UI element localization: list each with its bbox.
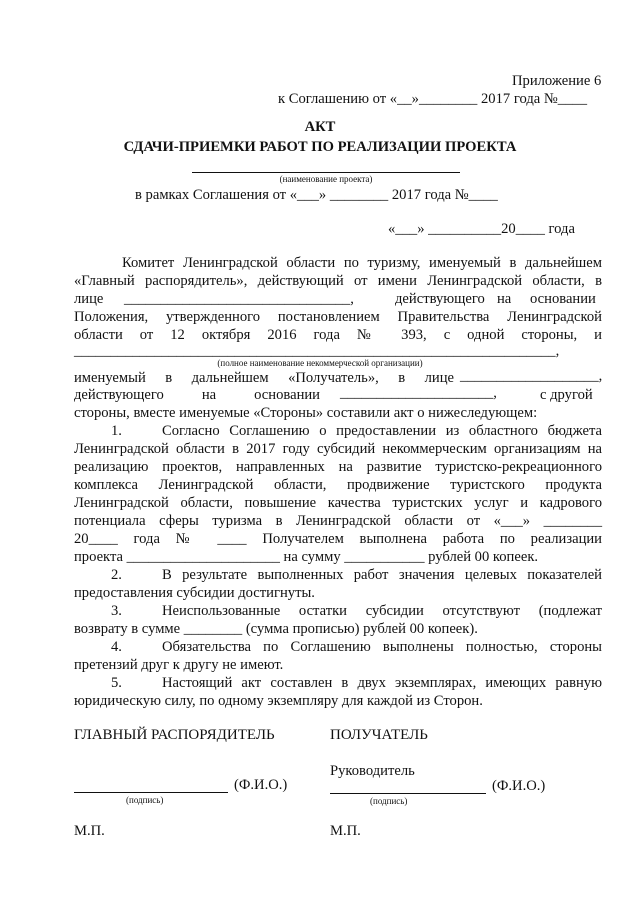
intro-line-2: «Главный распорядитель», действующий от имени Ленинградской области, в	[74, 273, 602, 289]
intro-line-7-a: именуемый в дальнейшем «Получатель», в лице	[74, 370, 454, 386]
chief-distributor-heading: ГЛАВНЫЙ РАСПОРЯДИТЕЛЬ	[74, 727, 275, 743]
item-1-line-1: Согласно Соглашению о предоставлении из областного бюджета	[162, 423, 602, 439]
item-1-line-4: комплекса Ленинградской области, продвижение туристского продукта	[74, 477, 602, 493]
intro-line-3-a: лице	[74, 291, 104, 307]
intro-line-9: стороны, вместе именуемые «Стороны» составили акт о нижеследующем:	[74, 405, 538, 421]
item-2-number: 2.	[111, 567, 122, 583]
item-1-line-3: реализацию проектов, направленных на развитие туристско-рекреационного	[74, 459, 602, 475]
recipient-signature-caption: (подпись)	[370, 796, 408, 806]
chief-distributor-signature-line	[74, 792, 228, 793]
agreement-within: в рамках Соглашения от «___» ________ 2017 года №____	[135, 187, 498, 203]
intro-line-3-e: основании	[530, 291, 596, 307]
act-date-line: «___» __________20____ года	[388, 221, 575, 237]
act-subtitle: СДАЧИ-ПРИЕМКИ РАБОТ ПО РЕАЛИЗАЦИИ ПРОЕКТА	[123, 139, 517, 155]
act-title: АКТ	[304, 119, 336, 135]
intro-line-7-b: ___________________,	[460, 368, 603, 384]
recipient-role: Руководитель	[330, 763, 415, 779]
intro-line-8-a: действующего на основании	[74, 387, 320, 403]
item-1-line-7: 20____ года № ____ Получателем выполнена работа по реализации	[74, 531, 602, 547]
item-3-line-1: Неиспользованные остатки субсидии отсутствуют (подлежат	[162, 603, 602, 619]
intro-line-4: Положения, утвержденного постановлением Правительства Ленинградской	[74, 309, 602, 325]
recipient-signature-line	[330, 793, 486, 794]
item-4-line-1: Обязательства по Соглашению выполнены полностью, стороны	[162, 639, 602, 655]
intro-line-8-b: _____________________,	[340, 385, 497, 401]
intro-line-3-c: действующего	[395, 291, 485, 307]
recipient-heading: ПОЛУЧАТЕЛЬ	[330, 727, 428, 743]
item-4-number: 4.	[111, 639, 122, 655]
item-4-line-2: претензий друг к другу не имеют.	[74, 657, 284, 673]
organization-name-line: __________________________________________________________________,	[74, 343, 560, 359]
item-2-line-2: предоставления субсидии достигнуты.	[74, 585, 315, 601]
recipient-fio: (Ф.И.О.)	[492, 778, 546, 794]
intro-line-3-d: на	[497, 291, 512, 307]
item-5-line-1: Настоящий акт составлен в двух экземплярах, имеющих равную	[162, 675, 602, 691]
intro-line-1: Комитет Ленинградской области по туризму, именуемый в дальнейшем	[122, 255, 602, 271]
intro-line-5: области от 12 октября 2016 года № 393, с одной стороны, и	[74, 327, 602, 343]
chief-distributor-seal: М.П.	[74, 823, 105, 839]
intro-line-3-b: _______________________________,	[124, 291, 354, 307]
item-5-number: 5.	[111, 675, 122, 691]
item-2-line-1: В результате выполненных работ значения целевых показателей	[162, 567, 602, 583]
item-3-line-2: возврату в сумме ________ (сумма прописью) рублей 00 копеек).	[74, 621, 478, 637]
item-1-line-8: проекта _____________________ на сумму ___________ рублей 00 копеек.	[74, 549, 539, 565]
item-1-line-2: Ленинградской области в 2017 году субсидий некоммерческим организациям на	[74, 441, 602, 457]
organization-name-caption: (полное наименование некоммерческой организации)	[217, 358, 423, 368]
intro-line-8-c: с другой	[540, 387, 593, 403]
chief-distributor-fio: (Ф.И.О.)	[234, 777, 288, 793]
item-5-line-2: юридическую силу, по одному экземпляру для каждой из Сторон.	[74, 693, 483, 709]
agreement-reference: к Соглашению от «__»________ 2017 года №____	[278, 91, 587, 107]
recipient-seal: М.П.	[330, 823, 361, 839]
project-name-caption: (наименование проекта)	[279, 174, 373, 184]
appendix-label: Приложение 6	[512, 73, 602, 89]
chief-distributor-signature-caption: (подпись)	[126, 795, 164, 805]
item-3-number: 3.	[111, 603, 122, 619]
project-name-line	[192, 172, 460, 173]
item-1-line-5: Ленинградской области, повышение качества туристских услуг и кадрового	[74, 495, 602, 511]
item-1-line-6: потенциала сферы туризма в Ленинградской области от «___» ________	[74, 513, 602, 529]
item-1-number: 1.	[111, 423, 122, 439]
